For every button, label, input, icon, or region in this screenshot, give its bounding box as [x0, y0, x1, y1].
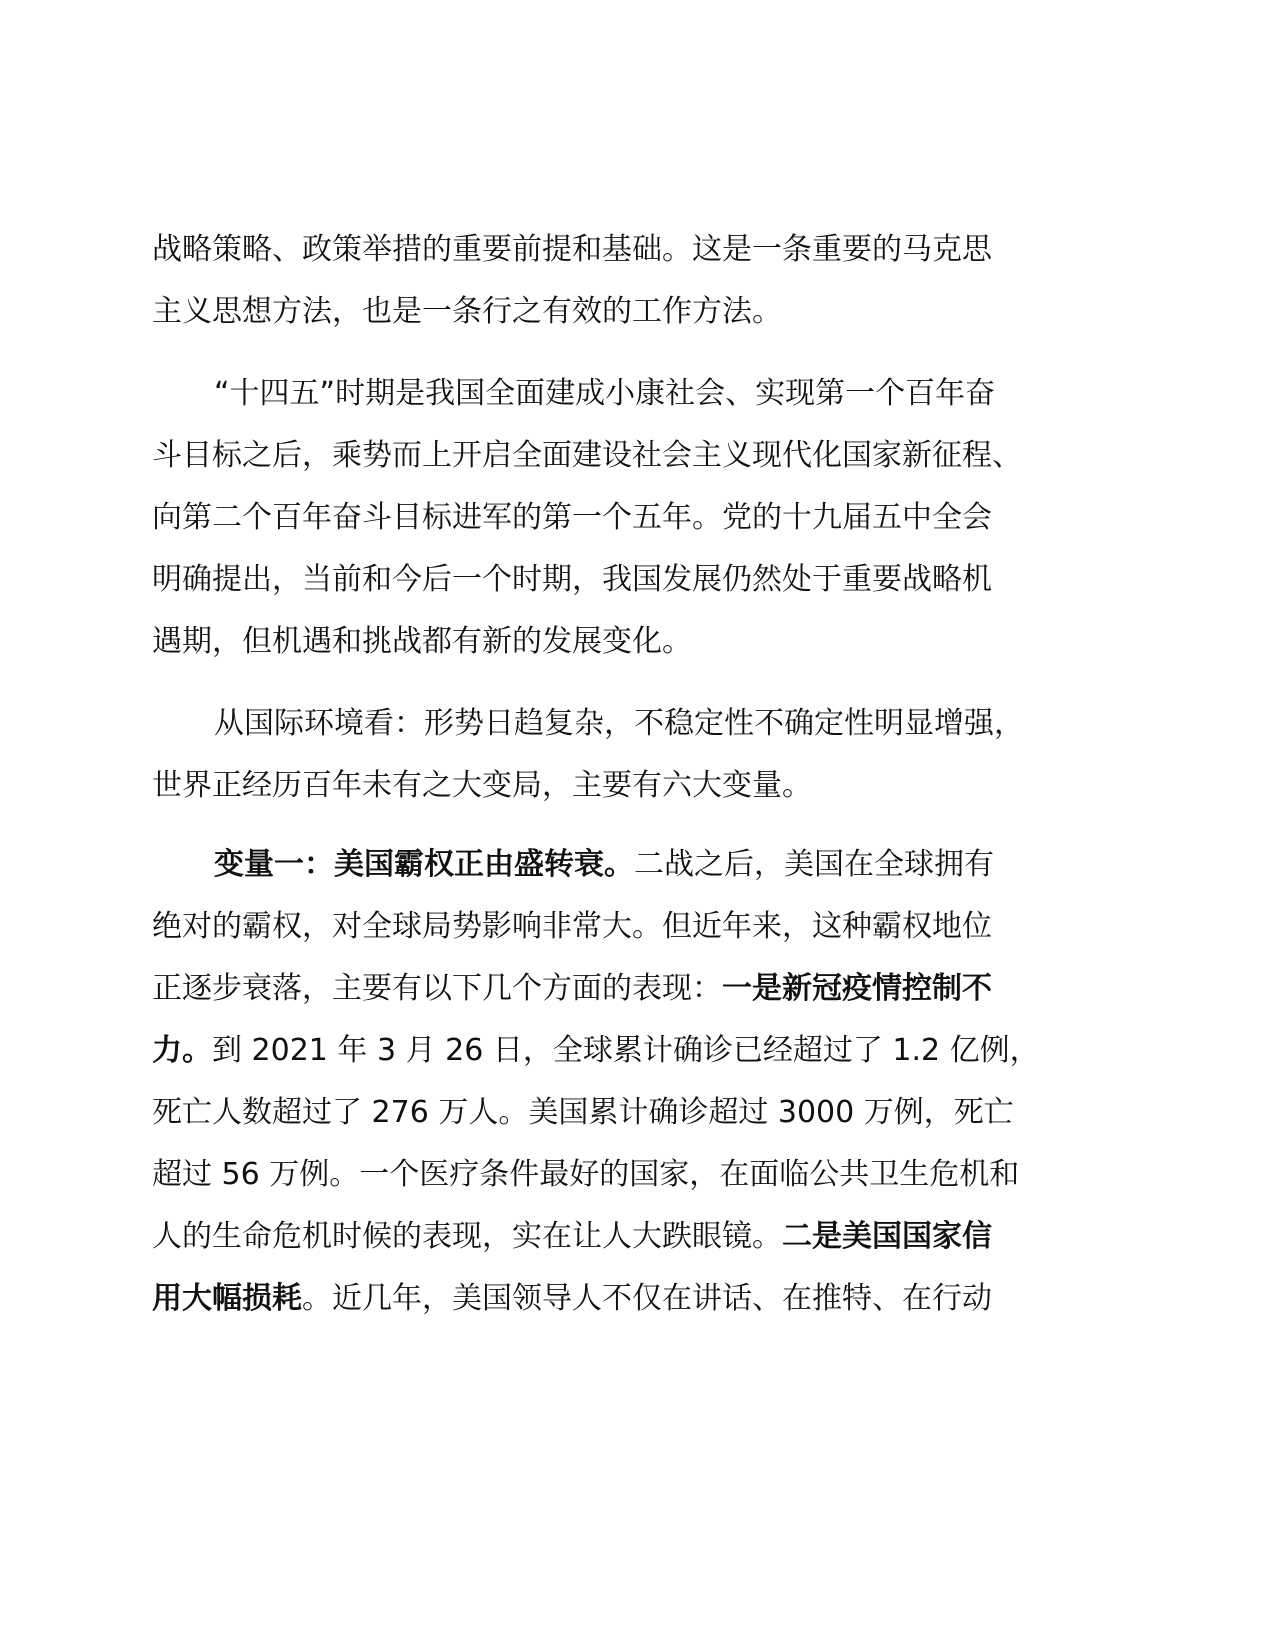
- paragraph-4-line-6: [0, 1150, 1275, 1200]
- text-run: 战略策略、政策举措的重要前提和基础。这是一条重要的马克思: [152, 232, 992, 267]
- text-run: 死亡人数超过了 276 万人。美国累计确诊超过 3000 万例，死亡: [152, 1095, 1014, 1130]
- text-run: 到 2021 年 3 月 26 日，全球累计确诊已经超过了 1.2 亿例，: [212, 1033, 1040, 1068]
- paragraph-2-line-2: [0, 431, 1275, 481]
- bold-heading-run: 变量一：美国霸权正由盛转衰。: [214, 847, 634, 882]
- bold-run: 一是新冠疫情控制不: [722, 971, 992, 1006]
- text-run: 二战之后，美国在全球拥有: [634, 847, 994, 882]
- text-run: 斗目标之后，乘势而上开启全面建设社会主义现代化国家新征程、: [152, 438, 1022, 473]
- paragraph-4-line-2: [0, 902, 1275, 952]
- paragraph-4-line-8: [0, 1274, 1275, 1324]
- text-run: 。近几年，美国领导人不仅在讲话、在推特、在行动: [302, 1281, 992, 1316]
- bold-run: 二是美国国家信: [782, 1219, 992, 1254]
- paragraph-2-line-3: [0, 493, 1275, 543]
- paragraph-4-line-3: [0, 964, 1275, 1014]
- paragraph-2-line-1: [0, 369, 1275, 419]
- paragraph-4-line-4: [0, 1026, 1275, 1076]
- paragraph-1-line-1: [0, 225, 1275, 275]
- text-run: 绝对的霸权，对全球局势影响非常大。但近年来，这种霸权地位: [152, 909, 992, 944]
- paragraph-1-line-2: [0, 287, 1275, 337]
- paragraph-4-line-7: [0, 1212, 1275, 1262]
- text-run: 从国际环境看：形势日趋复杂，不稳定性不确定性明显增强，: [214, 706, 1024, 741]
- bold-run: 力。: [152, 1033, 212, 1068]
- paragraph-3-line-1: [0, 699, 1275, 749]
- paragraph-3-line-2: [0, 761, 1275, 811]
- text-run: 主义思想方法，也是一条行之有效的工作方法。: [152, 294, 782, 329]
- text-run: 人的生命危机时候的表现，实在让人大跌眼镜。: [152, 1219, 782, 1254]
- text-run: 正逐步衰落，主要有以下几个方面的表现：: [152, 971, 722, 1006]
- text-run: “十四五”时期是我国全面建成小康社会、实现第一个百年奋: [214, 376, 996, 411]
- paragraph-2-line-4: [0, 555, 1275, 605]
- text-run: 世界正经历百年未有之大变局，主要有六大变量。: [152, 768, 812, 803]
- text-run: 向第二个百年奋斗目标进军的第一个五年。党的十九届五中全会: [152, 500, 992, 535]
- paragraph-4-line-1: [0, 840, 1275, 890]
- text-run: 超过 56 万例。一个医疗条件最好的国家，在面临公共卫生危机和: [152, 1157, 1020, 1192]
- text-run: 遇期，但机遇和挑战都有新的发展变化。: [152, 624, 692, 659]
- text-run: 明确提出，当前和今后一个时期，我国发展仍然处于重要战略机: [152, 562, 992, 597]
- bold-run: 用大幅损耗: [152, 1281, 302, 1316]
- paragraph-4-line-5: [0, 1088, 1275, 1138]
- paragraph-2-line-5: [0, 617, 1275, 667]
